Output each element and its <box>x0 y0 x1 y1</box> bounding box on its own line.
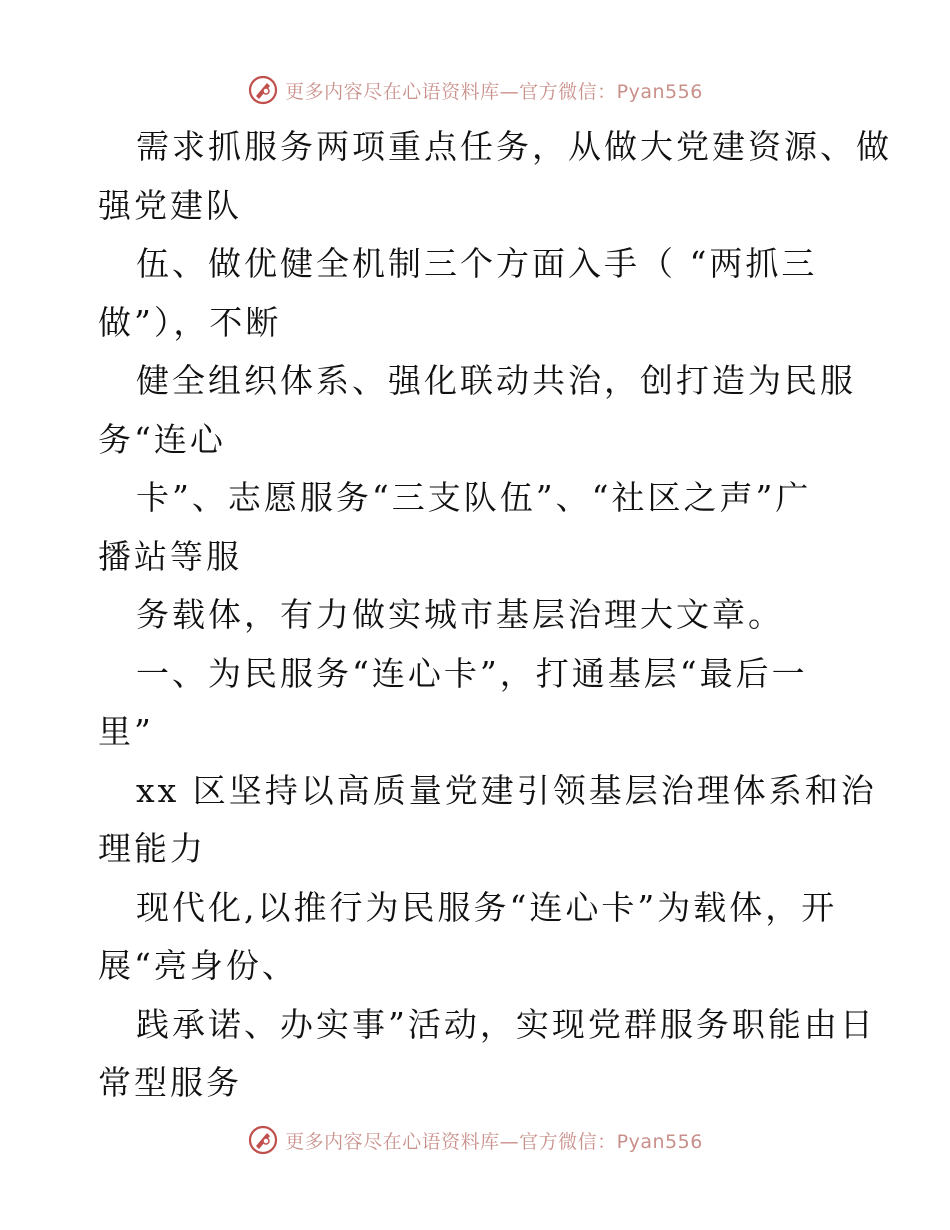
body-line: 现代化,以推行为民服务“连心卡”为载体，开 <box>136 887 838 927</box>
header-watermark-text: 更多内容尽在心语资料库—官方微信：Pyan556 <box>285 80 703 103</box>
header-watermark-banner <box>0 70 950 110</box>
body-line: 卡”、志愿服务“三支队伍”、“社区之声”广 <box>136 478 812 517</box>
document-body <box>98 118 892 1113</box>
section-heading-line: 一、为民服务“连心卡”，打通基层“最后一 <box>136 653 808 693</box>
footer-watermark-text: 更多内容尽在心语资料库—官方微信：Pyan556 <box>285 1130 703 1153</box>
pen-circle-logo-icon <box>247 74 279 106</box>
footer-watermark-banner <box>0 1120 950 1160</box>
body-line: 需求抓服务两项重点任务，从做大党建资源、做 <box>136 127 892 166</box>
pen-circle-logo-icon <box>247 1124 279 1156</box>
body-line: 伍、做优健全机制三个方面入手（ “两抓三 <box>136 244 818 283</box>
body-line: 健全组织体系、强化联动共治，创打造为民服 <box>136 361 856 400</box>
body-line: 强党建队 <box>98 185 242 225</box>
body-line: 理能力 <box>98 829 206 868</box>
body-line: 播站等服 <box>98 536 242 576</box>
body-line: 务载体，有力做实城市基层治理大文章。 <box>136 595 784 634</box>
body-line: 务“连心 <box>98 419 226 459</box>
body-line: 践承诺、办实事”活动，实现党群服务职能由日 <box>136 1004 876 1044</box>
body-line: 做”），不断 <box>98 302 282 342</box>
section-heading-line: 里” <box>98 712 154 751</box>
body-line: 展“亮身份、 <box>98 946 298 985</box>
body-line: xx 区坚持以高质量党建引领基层治理体系和治 <box>136 770 877 810</box>
body-line: 常型服务 <box>98 1063 242 1102</box>
